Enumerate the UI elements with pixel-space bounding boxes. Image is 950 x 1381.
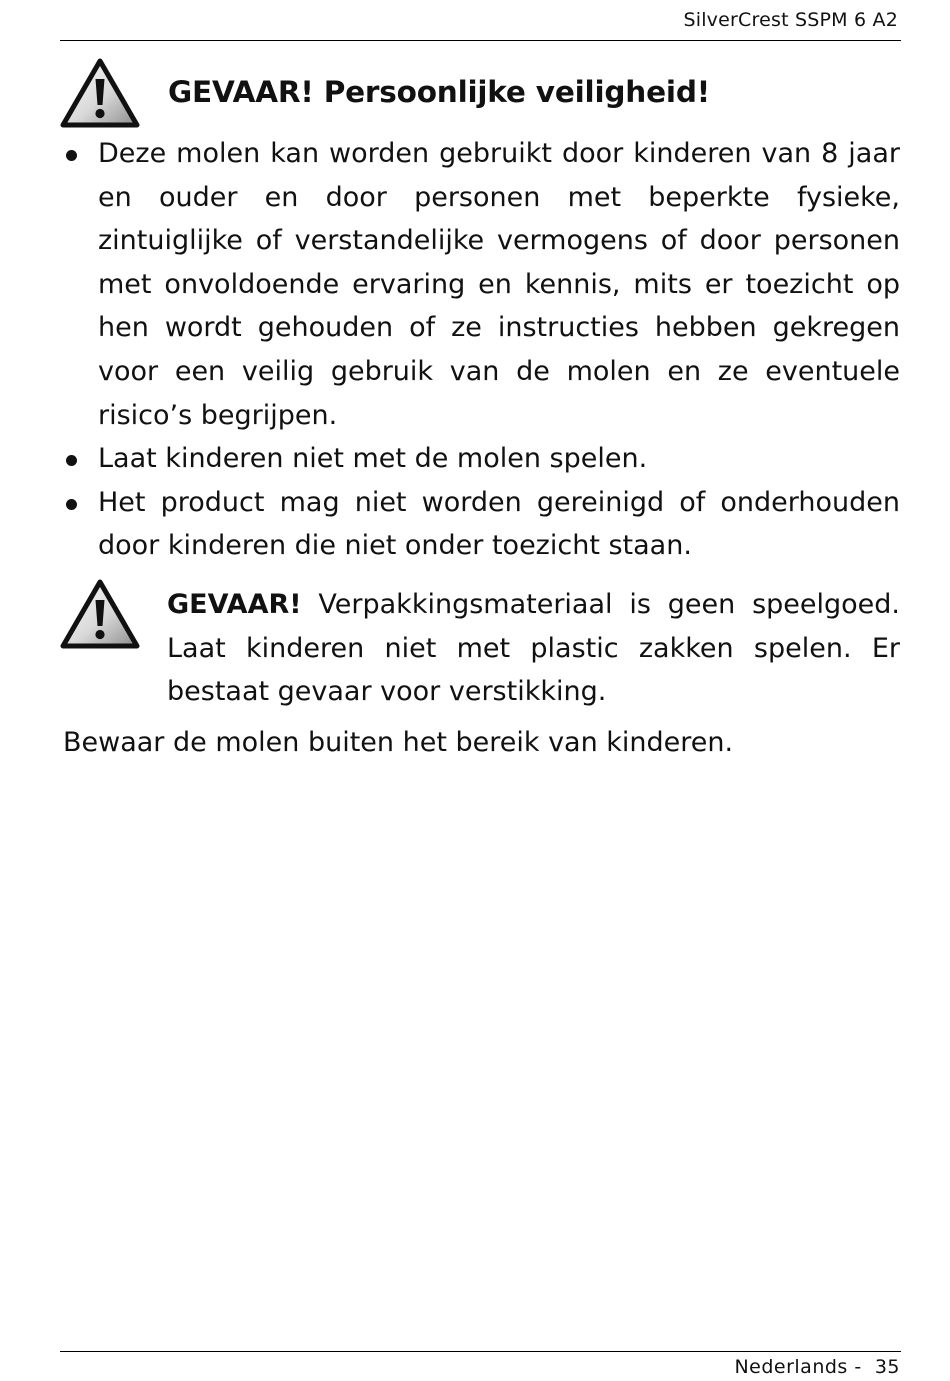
list-item <box>62 481 900 568</box>
safety-bullet-list <box>62 132 900 568</box>
section-heading: GEVAAR! Persoonlijke veiligheid! <box>168 75 710 109</box>
bullet-icon <box>66 150 77 161</box>
page-number: 35 <box>874 1356 900 1378</box>
list-item <box>62 132 900 437</box>
footer-separator: - <box>847 1356 875 1378</box>
header-rule <box>60 40 901 41</box>
page-footer <box>734 1356 900 1378</box>
footer-rule <box>60 1351 901 1352</box>
footer-language: Nederlands <box>734 1356 848 1378</box>
danger-label: GEVAAR! <box>167 589 302 620</box>
list-item <box>62 437 900 481</box>
closing-note: Bewaar de molen buiten het bereik van kinderen. <box>63 727 734 758</box>
list-item-text: Laat kinderen niet met de molen spelen. <box>98 443 648 475</box>
list-item-text: Deze molen kan worden gebruikt door kinderen van 8 jaar en ouder en door personen met beperkte fysieke, zintuiglijke of verstandelijke vermogens of door personen met onvoldoende ervaring en kennis, mits er toezicht op hen wordt gehouden of ze instructies hebben gekregen voor een veilig gebruik van de molen en ze eventuele risico’s begrijpen. <box>98 138 900 431</box>
packaging-warning-text: Verpakkingsmateriaal is geen speelgoed. Laat kinderen niet met plastic zakken spelen. Er bestaat gevaar voor verstikking. <box>167 589 900 708</box>
bullet-icon <box>66 455 77 466</box>
warning-triangle-icon <box>59 57 141 129</box>
running-header: SilverCrest SSPM 6 A2 <box>683 9 898 31</box>
list-item-text: Het product mag niet worden gereinigd of onderhouden door kinderen die niet onder toezicht staan. <box>98 486 900 562</box>
bullet-icon <box>66 499 77 510</box>
warning-triangle-icon <box>59 578 141 650</box>
packaging-warning <box>167 583 900 714</box>
